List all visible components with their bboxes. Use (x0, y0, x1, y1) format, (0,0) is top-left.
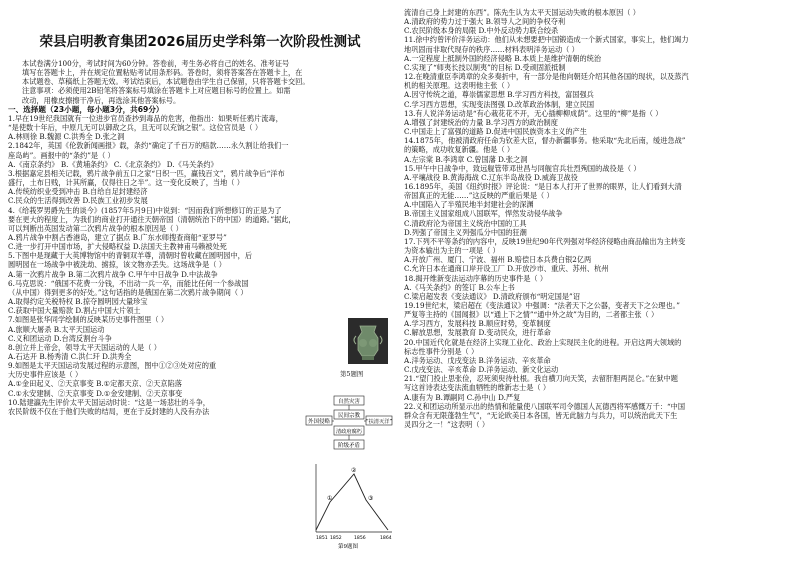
questions-left-line: 可以判断出英国发动第二次鸦片战争的根本原因是（ ） (8, 223, 183, 233)
right-lines-line: 11.徐中约曾评价洋务运动：他们从未想要把中国锻造成一个新式国家，事实上，他们竭力 (404, 35, 689, 45)
right-column (404, 8, 788, 429)
fig7-bottom-label: 阶级矛盾 (337, 443, 361, 449)
right-lines-line: B.帝国主义国家组成八国联军，悍然发动侵华战争 (404, 209, 563, 219)
right-lines-line: 群众含有无限蓬勃生气”，“无论欧美日本各国，皆无此脑力与兵力，可以统治此天下生 (404, 410, 678, 420)
left-lines-line: 本试题卷、草稿纸上答题无效。考试结束后，本试题卷由学生自己保留，只将答题卡交回。 (22, 77, 310, 87)
questions-left-line: A.①金田起义、②天京事变 B.①定都天京、②天京陷落 (8, 379, 182, 389)
right-lines-line: 12.在晚清重臣李鸿章的众多奏折中，有一部分是他向朝廷介绍其他各国的现状，以及蒸汽 (404, 72, 689, 82)
bronze-vessel-icon (348, 318, 388, 364)
left-lines-line: 本试卷满分100分，考试时间为60分钟。答卷前，考生务必将自己的姓名、准考证号 (22, 59, 290, 68)
right-lines-line: A.左宗棠 B.李鸿章 C.曾国藩 D.张之洞 (404, 154, 528, 164)
right-lines-line: A.康有为 B.谭嗣同 C.孙中山 D.严复 (404, 392, 521, 402)
questions-left-line: 要在更大的程度上，为我们的商业打开通往天朝帝国（清朝统治下的中国）的道路。”据此， (8, 214, 296, 224)
right-lines-line: A.因守传统之道，尊崇儒家思想 B.学习西方科技，富国强兵 (404, 90, 594, 100)
right-lines-line: 18.揭开维新变法运动序幕的历史事件是（ ） (404, 273, 548, 283)
fig9-year-1852: 1852 (330, 536, 342, 541)
right-lines-line: A.《马关条约》的签订 B.公车上书 (404, 282, 515, 292)
right-lines-line: C.解放思想，发展教育 D.变动民众，进行革命 (404, 328, 551, 338)
figure-5-caption: 第5题图 (340, 370, 364, 378)
questions-left-line: C.义和团运动 D.台湾反割台斗争 (8, 333, 112, 343)
fig7-right-label: “扶清灭洋” (365, 419, 393, 425)
fig9-year-1864: 1864 (380, 536, 392, 541)
right-lines-line: 20.中国近代化就是在经济上实现工业化、政治上实现民主化的进程。开启这两大领域的 (404, 337, 682, 347)
right-lines-line: C.清政府沦为帝国主义统治中国的工具 (404, 218, 527, 228)
fig9-mark-2: ② (351, 467, 357, 474)
right-lines-line: 灵四分之一！”这表明（ ） (404, 420, 490, 430)
right-lines-line: 15.甲午中日战争中，致远舰管带邓世昌与同舰官兵壮烈殉国的战役是（ ） (404, 163, 641, 173)
right-lines-line: 地巩固而非取代现存的秩序……材料表明洋务运动（ ） (404, 44, 579, 54)
right-lines-line: C.梁启超发表《变法通议》 D.清政府颁布“明定国是”诏 (404, 291, 580, 301)
questions-left-line: 圆明园在一场战争中被洗劫、掳掠，该文物亦丢失。这场战争是（ ） (8, 260, 226, 270)
right-lines-line: C.农民阶级本身的局限 D.中外反动势力联合绞杀 (404, 26, 559, 36)
questions-left-line: 5.下图中是现藏于大英博物馆中的青铜双羊尊，清朝时曾收藏在圆明园中，后 (8, 251, 253, 261)
right-lines-line: 标志性事件分别是（ ） (404, 346, 479, 356)
questions-left-line: 7.如图是张华同学绘制的反映某历史事件图里（ ） (8, 315, 169, 325)
questions-left-line: 2.1842年，英国《伦敦新闻画报》载，条约“确定了千百万的赔款……永久割让给我们一 (8, 141, 289, 151)
questions-left-line: A.传统纺织业受到冲击 B.自给自足封建经济 (8, 187, 148, 197)
questions-left-line: A.第一次鸦片战争 B.第二次鸦片战争 C.甲午中日战争 D.中法战争 (8, 269, 218, 279)
questions-left-line: 9.如图是太平天国运动发展过程的示意图，图中①②③处对应的重 (8, 361, 217, 371)
questions-left-line: 6.马克思说：“俄国不花费一分钱，不出动一兵一卒，而能比任何一个参战国 (8, 278, 249, 288)
right-lines-line: A.学习西方，发展科技 B.顺应时势，变革制度 (404, 319, 551, 329)
right-lines-line: C.中国走上了富强的道路 D.促进中国民族资本主义的产生 (404, 127, 587, 137)
right-lines-line: 流清自己身上封建的东西”。陈先生认为太平天国运动失败的根本原因（ ） (404, 8, 640, 17)
right-lines-line: 13.有人说洋务运动是“有心栽花花不开，无心插柳柳成荫”。这里的“柳”是指（ ） (404, 108, 663, 118)
right-lines-line: A.中国陷入了半殖民地半封建社会的深渊 (404, 200, 534, 210)
right-lines-line: 21.“望门投止思张俭，忍死须臾待杜根。我自横刀向天笑，去留肝胆两昆仑。”在狱中题 (404, 374, 678, 384)
right-lines-line: A.开放广州、厦门、宁波、福州 B.赔偿日本兵费白银2亿两 (404, 255, 592, 265)
right-lines-line: A.洋务运动、戊戌变法 B.洋务运动、辛亥革命 (404, 355, 551, 365)
questions-left-line: 座岛屿”。画报中的“条约”是（ ） (8, 150, 115, 160)
fig7-center-label: 清政府腐朽 (336, 429, 362, 435)
questions-left-line: C.进一步打开中国市场，扩大侵略权益 D.法国天主教神甫马赖被处死 (8, 242, 227, 252)
questions-left-line: 农民阶级不仅在于他们失败的结局，更在于反封建的人没有办法 (8, 406, 210, 416)
right-lines-line: A.一定程度上抵制外国的经济侵略 B.本质上是维护清朝的统治 (404, 53, 602, 63)
left-lines-line: 注意事项：必须使用2B铅笔将答案标号填涂在答题卡上对应题目标号的位置上。如需 (22, 86, 291, 96)
fig7-mid1-label: 外国侵略 (307, 419, 331, 425)
right-lines-line: A.清政府的势力过于强大 B.领导人之间的争权夺利 (404, 17, 566, 27)
right-lines-line: D.列强了帝国主义列强瓜分中国的狂潮 (404, 227, 527, 237)
right-lines-line: 17.下列不平等条约的内容中，反映19世纪90年代列强对华经济侵略由商品输出为主转变 (404, 236, 686, 246)
figure-9-diagram (308, 460, 396, 550)
questions-left-line: 盛行，土布日贱，计其所赢，仅得往日之半”。这一变化反映了，当地（ ） (8, 178, 244, 188)
questions-left-line: （从中国）得到更多的好处。”这句话指的是俄国在第二次鸦片战争期间（ ） (8, 287, 248, 297)
right-lines-line: 的策略，成功收复新疆。他是（ ） (404, 145, 515, 155)
questions-left-line: A.鸦片战争中割占香港岛，建立了据点 B.广东水师搜查商船“亚罗号” (8, 232, 227, 242)
exam-instructions (8, 59, 392, 105)
right-lines-line: 16.1895年，美国《纽约时报》评论说：“是日本人打开了世界的眼界，让人们看到大清 (404, 181, 682, 191)
questions-left-line: 8.创立并上帝会，领导太平天国运动的人是（ ） (8, 342, 161, 352)
fig7-mid2-label: 民间宗教 (337, 413, 361, 419)
questions-left-line: “是使数十年后，中原几无可以御敌之兵，且无可以充饷之银”。这位官员是（ ） (8, 123, 263, 133)
right-lines-line: 帝国真正的无能……”这反映的严重后果是（ ） (404, 191, 554, 201)
right-lines-line: 严复等主持的《国闻报》以“通上下之情”“通中外之故”为目的，二者都主张（ ） (404, 310, 659, 320)
fig9-curve (316, 474, 388, 530)
right-lines-line: 写这首诗表达变法流血牺牲的维新志士是（ ） (404, 383, 551, 393)
questions-left-line: A.林则徐 B.魏源 C.洪秀全 D.张之洞 (8, 132, 125, 142)
right-lines-line: C.戊戌变法、辛亥革命 D.洋务运动、新文化运动 (404, 365, 559, 375)
questions-left-line: 10.陆建瀛先生评价太平天国运动时说：“这是一场悲壮的斗争， (8, 397, 210, 407)
questions-left-line: C.①永安建制、②天京事变 D.①金安建制、②天京事变 (8, 388, 183, 398)
right-lines-line: 22.义和团运动所显示出的热情和能量使八国联军司令德国人瓦德西将军感慨万千：“中国 (404, 401, 686, 411)
right-lines-line: 14.1875年，他被清政府任命为钦差大臣，督办新疆事务。他采取“先北后南，缓进急战” (404, 136, 686, 146)
figure-9-caption: 第9题图 (338, 544, 358, 550)
questions-left-line: A.《南京条约》 B.《黄埔条约》 C.《北京条约》 D.《马关条约》 (8, 159, 218, 169)
questions-left-line: 1.早在19世纪我国就有一位进步官员查抄到毒品的危害，他指出：如果听任鸦片流毒， (8, 113, 283, 123)
questions-left-line: A.旅顺大屠杀 B.太平天国运动 (8, 324, 105, 334)
questions-right (404, 8, 788, 429)
figure-7-diagram (304, 394, 394, 454)
right-lines-line: 机的相关原理。这表明他主张（ ） (404, 81, 515, 91)
right-lines-line: 为资本输出为主的一项是（ ） (404, 246, 500, 256)
section-heading: 一、选择题（23小题，每小题3分，共69分） (8, 104, 164, 114)
right-lines-line: C.实现了“师夷长技以制夷”的目标 D.受顽固派抵制 (404, 62, 566, 72)
exam-title: 荣县启明教育集团2026届历史学科第一次阶段性测试 (39, 34, 361, 50)
questions-left-line: 4.《给莪罗男爵先生的谈今》(1857年5月9日)中说到：“因而我们所想修订的正是为了 (8, 205, 282, 215)
fig9-year-1856: 1856 (354, 536, 366, 541)
right-lines-line: A.增强了封建统治的力量 B.学习西方的政治制度 (404, 117, 558, 127)
bronze-vessel-photo (348, 318, 388, 364)
figure-5 (320, 318, 390, 388)
left-lines-line: 填写在答题卡上，并在规定位置粘贴考试用条形码。答卷时，须将答案答在答题卡上，在 (22, 68, 303, 78)
fig7-top-label: 自然灾害 (337, 399, 361, 405)
left-lines-line: 改动，用橡皮擦擦干净后，再选涂其他答案标号。 (22, 95, 181, 105)
questions-left-line: 大历史事件应该是（ ） (8, 370, 83, 380)
right-lines-line: 19.19世纪末，梁启超在《变法通议》中强调：“法者天下之公器，变者天下之公理也。” (404, 301, 680, 310)
questions-left-line: C.民众的生活得到改善 D.民族工业初步发展 (8, 196, 148, 206)
right-lines-line: C.学习西方思想，实现变法图强 D.改革政治体制，建立民国 (404, 99, 595, 109)
fig9-mark-1: ① (327, 495, 333, 502)
fig9-mark-3: ③ (368, 495, 374, 502)
questions-left-line: A.取得约定关税特权 B.掠夺圆明园大量珍宝 (8, 297, 148, 307)
questions-left-line: C.获取中国大量赔款 D.割占中国大片领土 (8, 306, 141, 316)
fig9-year-1851: 1851 (316, 536, 328, 541)
left-column (8, 8, 393, 550)
questions-left-line: 3.根据嘉定县相关记载，鸦片战争前五口之家“日织一匹，赢钱百文”，鸦片战争后“洋布 (8, 168, 285, 178)
questions-left-line: A.石达开 B.杨秀清 C.洪仁玕 D.洪秀全 (8, 352, 132, 361)
right-lines-line: C.允许日本在通商口岸开设工厂 D.开放沙市、重庆、苏州、杭州 (404, 264, 609, 274)
right-lines-line: A.平壤战役 B.黄海海战 C.辽东半岛战役 D.威海卫战役 (404, 172, 578, 182)
